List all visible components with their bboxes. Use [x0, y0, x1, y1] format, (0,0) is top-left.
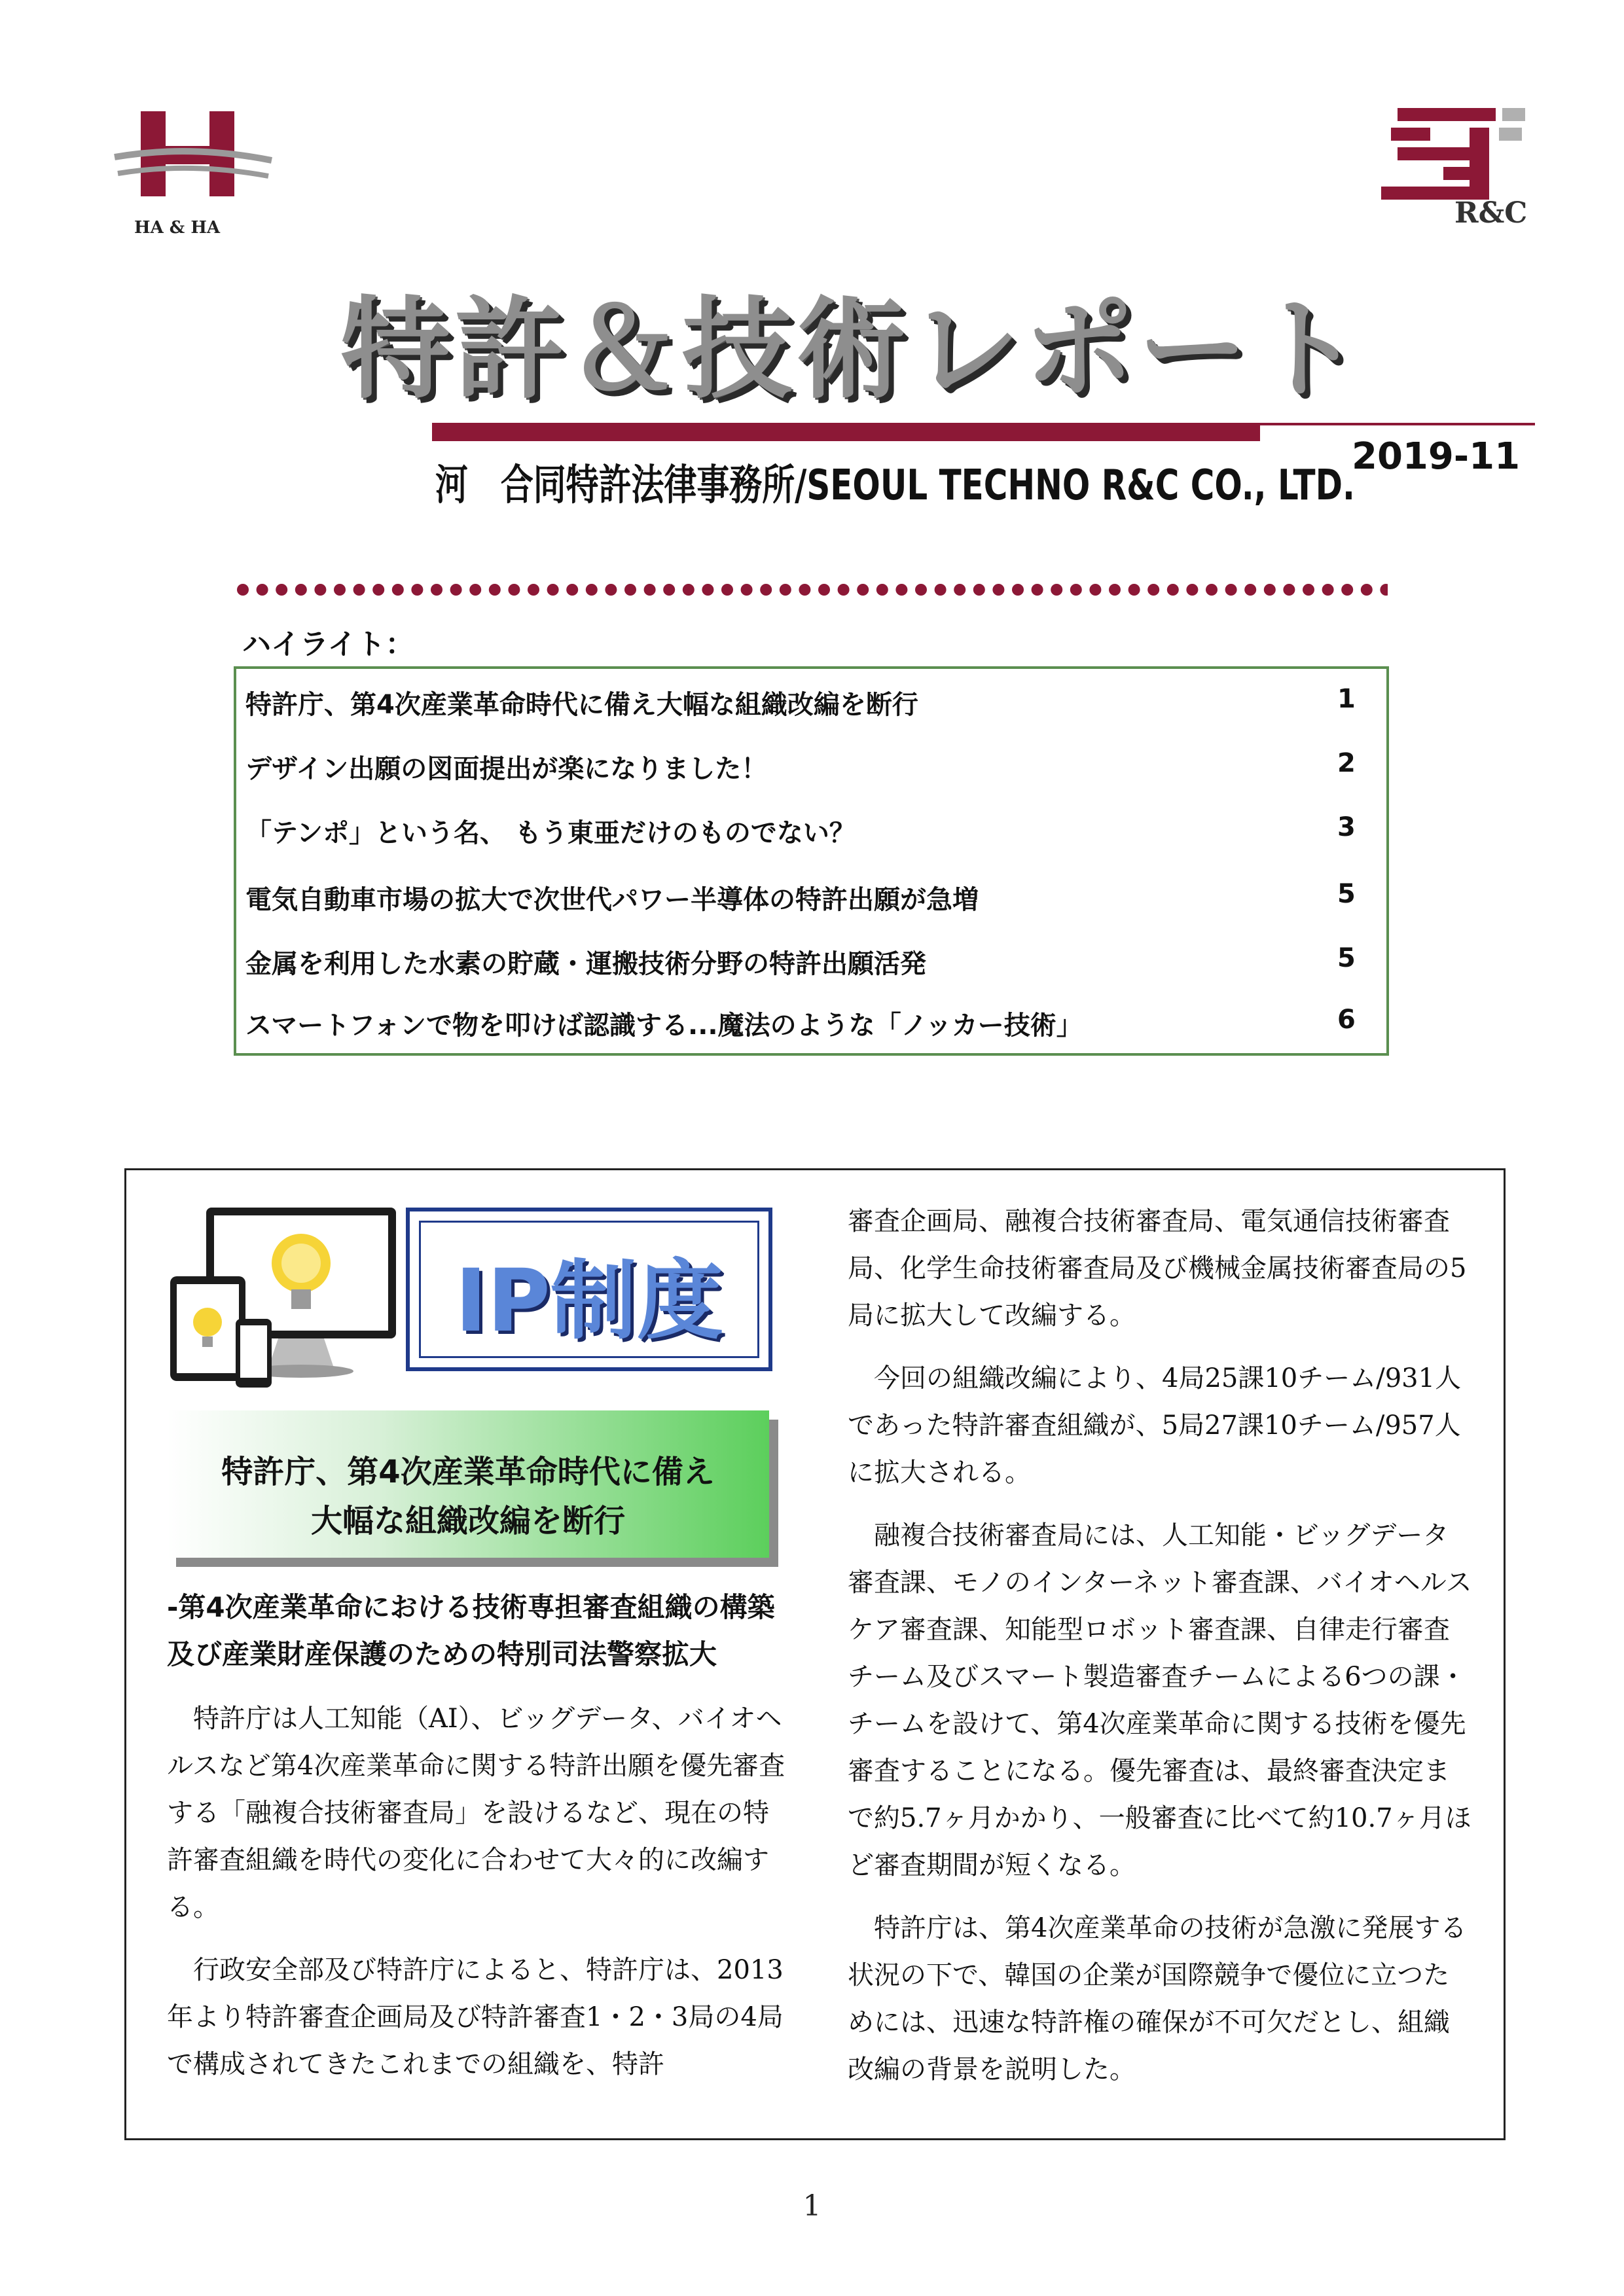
divider-dot	[973, 584, 985, 596]
article-paragraph: 融複合技術審査局には、人工知能・ビッグデータ審査課、モノのインターネット審査課、バイオヘルスケア審査課、知能型ロボット審査課、自律走行審査チーム及びスマート製造審査チームによる6つの課・チームを設けて、第4次産業革命に関する技術を優先審査することになる。優先審査は、最終審査決定まで約5.7ヶ月かかり、一般審査に比べて約10.7ヶ月ほど審査期間が短くなる。	[848, 1520, 1472, 1880]
divider-dot	[489, 584, 501, 596]
toc-item-2[interactable]	[245, 748, 1358, 787]
toc-item-text: 特許庁、第4次産業革命時代に備え大幅な組織改編を断行	[245, 690, 918, 720]
divider-dot	[528, 584, 539, 596]
divider-dot	[353, 584, 365, 596]
divider-dot	[644, 584, 656, 596]
divider-dot	[237, 584, 249, 596]
divider-dot	[586, 584, 598, 596]
article-paragraph: 今回の組織改編により、4局25課10チーム/931人であった特許審査組織が、5局27課10チーム/957人に拡大される。	[848, 1363, 1462, 1488]
toc-item-text: 「テンポ」という名、 もう東亜だけのものでない？	[245, 818, 856, 848]
divider-dot	[799, 584, 810, 596]
divider-dot	[1109, 584, 1121, 596]
article-paragraph: 行政安全部及び特許庁によると、特許庁は、2013年より特許審査企画局及び特許審査1・2・3局の4局で構成されてきたこれまでの組織を、特許	[167, 1955, 784, 2079]
divider-dot	[508, 584, 520, 596]
toc-item-6[interactable]	[245, 1005, 1358, 1044]
divider-dot	[1012, 584, 1024, 596]
toc-item-text: 電気自動車市場の拡大で次世代パワー半導体の特許出願が急増	[245, 885, 979, 915]
divider-dot	[1167, 584, 1179, 596]
divider-dot	[915, 584, 927, 596]
divider-dot	[411, 584, 423, 596]
toc-item-page: 3	[1337, 812, 1356, 842]
divider-dot	[1225, 584, 1237, 596]
divider-dot	[566, 584, 578, 596]
divider-dot	[469, 584, 481, 596]
divider-dot	[895, 584, 907, 596]
divider-dot	[431, 584, 442, 596]
divider-dot	[1032, 584, 1043, 596]
toc-item-text: スマートフォンで物を叩けば認識する...魔法のような「ノッカー技術」	[245, 1011, 1083, 1041]
article-left-column	[167, 1695, 785, 2104]
dotted-divider	[236, 583, 1388, 597]
divider-dot	[1147, 584, 1159, 596]
divider-dot	[992, 584, 1004, 596]
toc-item-page: 5	[1337, 879, 1356, 909]
divider-dot	[954, 584, 965, 596]
divider-dot	[1341, 584, 1353, 596]
divider-dot	[1264, 584, 1276, 596]
right-logo-text: R&C	[1454, 196, 1528, 230]
divider-dot	[838, 584, 850, 596]
divider-dot	[334, 584, 346, 596]
headline-line-2: 大幅な組織改編を断行	[310, 1503, 625, 1539]
divider-dot	[1361, 584, 1373, 596]
divider-dot	[276, 584, 287, 596]
toc-item-page: 6	[1337, 1005, 1356, 1035]
divider-dot	[818, 584, 830, 596]
divider-dot	[1186, 584, 1198, 596]
toc-item-text: 金属を利用した水素の貯蔵・運搬技術分野の特許出願活発	[245, 949, 926, 979]
divider-dot	[1089, 584, 1101, 596]
divider-dot	[624, 584, 636, 596]
page-number: 1	[803, 2189, 821, 2223]
firm-name: 河 合同特許法律事務所/SEOUL TECHNO R&C CO., LTD.	[435, 461, 1355, 510]
toc-item-page: 2	[1337, 748, 1356, 778]
title-accent-bar	[432, 423, 1260, 441]
divider-dot	[1244, 584, 1256, 596]
divider-dot	[760, 584, 772, 596]
divider-dot	[295, 584, 307, 596]
divider-dot	[702, 584, 713, 596]
toc-item-5[interactable]	[245, 943, 1358, 982]
toc-item-page: 1	[1337, 684, 1356, 714]
toc-item-3[interactable]	[245, 812, 1358, 852]
toc-item-page: 5	[1337, 943, 1356, 973]
category-badge	[406, 1208, 772, 1371]
highlights-label: ハイライト：	[242, 628, 414, 661]
divider-dot	[721, 584, 733, 596]
divider-dot	[876, 584, 888, 596]
article-paragraph: 審査企画局、融複合技術審査局、電気通信技術審査局、化学生命技術審査局及び機械金属技術審査局の5局に拡大して改編する。	[848, 1206, 1467, 1331]
divider-dot	[314, 584, 326, 596]
divider-dot	[857, 584, 869, 596]
divider-dot	[683, 584, 695, 596]
divider-dot	[372, 584, 384, 596]
divider-dot	[1303, 584, 1314, 596]
divider-dot	[257, 584, 268, 596]
divider-dot	[1128, 584, 1140, 596]
divider-dot	[1051, 584, 1062, 596]
article-paragraph: 特許庁は、第4次産業革命の技術が急激に発展する状況の下で、韓国の企業が国際競争で優位に立つためには、迅速な特許権の確保が不可欠だとし、組織改編の背景を説明した。	[848, 1913, 1467, 2085]
divider-dot	[935, 584, 947, 596]
divider-dot	[547, 584, 559, 596]
highlights-box	[234, 666, 1389, 1056]
report-title: 特許＆技術レポート	[340, 285, 1365, 414]
article-subhead: -第4次産業革命における技術専担審査組織の構築及び産業財産保護のための特別司法警察拡大	[167, 1591, 775, 1670]
divider-dot	[1322, 584, 1334, 596]
toc-item-text: デザイン出願の図面提出が楽になりました！	[245, 754, 768, 784]
divider-dot	[1206, 584, 1218, 596]
devices-lightbulb-icon	[167, 1204, 406, 1404]
headline-banner	[167, 1410, 769, 1558]
left-logo-text: HA & HA	[134, 218, 221, 238]
divider-dot	[1283, 584, 1295, 596]
category-label: IP制度	[455, 1251, 723, 1352]
divider-dot	[1380, 584, 1388, 596]
divider-dot	[741, 584, 753, 596]
title-accent-line	[1260, 423, 1535, 425]
divider-dot	[1070, 584, 1082, 596]
divider-dot	[392, 584, 404, 596]
divider-dot	[780, 584, 791, 596]
divider-dot	[450, 584, 462, 596]
headline-line-1: 特許庁、第4次産業革命時代に備え	[221, 1454, 715, 1490]
article-paragraph: 特許庁は人工知能（AI）、ビッグデータ、バイオヘルスなど第4次産業革命に関する特許出願を優先審査する「融複合技術審査局」を設けるなど、現在の特許審査組織を時代の変化に合わせて大々的に改編する。	[167, 1704, 785, 1922]
issue-date: 2019-11	[1352, 435, 1521, 478]
toc-item-1[interactable]	[245, 684, 1358, 723]
divider-dot	[605, 584, 617, 596]
article-right-column	[848, 1198, 1473, 2109]
divider-dot	[663, 584, 675, 596]
toc-item-4[interactable]	[245, 879, 1358, 918]
